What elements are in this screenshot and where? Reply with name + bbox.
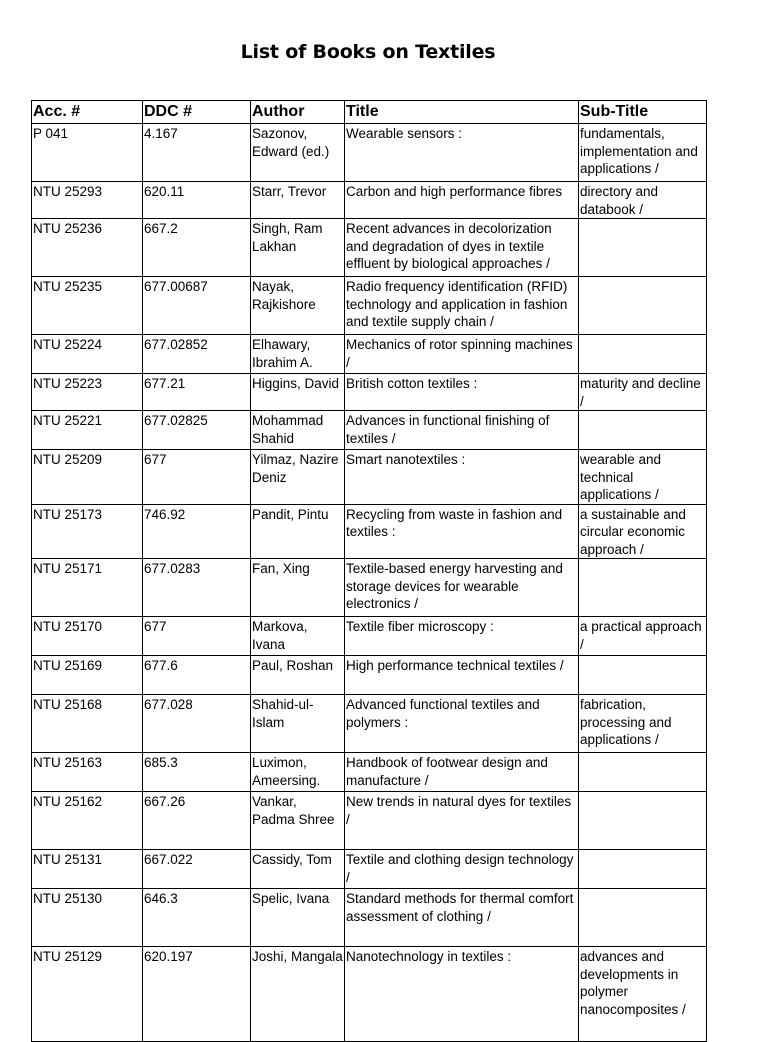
cell-ddc-text: 646.3 xyxy=(144,891,178,906)
header-subtitle: Sub-Title xyxy=(579,101,707,124)
cell-author xyxy=(251,850,345,889)
cell-acc xyxy=(32,374,143,411)
cell-acc-text: NTU 25293 xyxy=(33,184,103,199)
cell-ddc xyxy=(143,219,251,277)
cell-subtitle xyxy=(579,559,707,617)
cell-title xyxy=(345,124,579,182)
cell-author xyxy=(251,695,345,753)
cell-author xyxy=(251,374,345,411)
cell-title-text: High performance technical textiles / xyxy=(346,658,564,673)
cell-title-text: Smart nanotextiles : xyxy=(346,452,466,467)
table-row xyxy=(32,617,707,656)
cell-title-text: Handbook of footwear design and manufacture / xyxy=(346,755,548,788)
table-row xyxy=(32,947,707,1042)
cell-subtitle-text: directory and databook / xyxy=(580,184,659,217)
cell-author-text: Nayak, Rajkishore xyxy=(252,279,316,312)
cell-ddc xyxy=(143,656,251,695)
cell-acc xyxy=(32,792,143,850)
cell-ddc-text: 677.028 xyxy=(144,697,193,712)
cell-author xyxy=(251,792,345,850)
table-row xyxy=(32,656,707,695)
cell-ddc-text: 677.21 xyxy=(144,376,186,391)
cell-subtitle xyxy=(579,504,707,559)
cell-ddc xyxy=(143,753,251,792)
cell-acc xyxy=(32,889,143,947)
cell-title-text: British cotton textiles : xyxy=(346,376,478,391)
cell-subtitle-text: maturity and decline / xyxy=(580,376,701,409)
cell-subtitle xyxy=(579,695,707,753)
cell-subtitle xyxy=(579,617,707,656)
cell-author xyxy=(251,450,345,505)
cell-ddc-text: 677.6 xyxy=(144,658,178,673)
cell-author-text: Cassidy, Tom xyxy=(252,852,332,867)
cell-title xyxy=(345,335,579,374)
cell-subtitle-text: a sustainable and circular economic approach / xyxy=(580,506,686,557)
cell-ddc-text: 677.00687 xyxy=(144,279,208,294)
cell-title xyxy=(345,504,579,559)
cell-subtitle xyxy=(579,335,707,374)
cell-acc xyxy=(32,504,143,559)
cell-ddc xyxy=(143,450,251,505)
cell-acc xyxy=(32,559,143,617)
cell-author xyxy=(251,617,345,656)
cell-acc xyxy=(32,335,143,374)
table-body xyxy=(32,124,707,1042)
cell-ddc-text: 677.02852 xyxy=(144,337,208,352)
cell-subtitle xyxy=(579,219,707,277)
cell-acc xyxy=(32,753,143,792)
cell-ddc xyxy=(143,850,251,889)
table-row xyxy=(32,124,707,182)
cell-acc-text: NTU 25173 xyxy=(33,506,103,522)
cell-author-text: Luximon, Ameersing. xyxy=(252,755,321,788)
table-row xyxy=(32,753,707,792)
cell-subtitle-text: wearable and technical applications / xyxy=(580,452,662,502)
cell-subtitle xyxy=(579,656,707,695)
cell-subtitle-text: fundamentals, implementation and applications / xyxy=(580,126,698,176)
table-row xyxy=(32,182,707,219)
cell-acc xyxy=(32,277,143,335)
table-row xyxy=(32,374,707,411)
cell-acc xyxy=(32,124,143,182)
cell-subtitle xyxy=(579,792,707,850)
cell-subtitle-text: advances and developments in polymer nanocomposites / xyxy=(580,949,686,1017)
cell-acc-text: NTU 25235 xyxy=(33,279,103,294)
cell-subtitle xyxy=(579,450,707,505)
cell-subtitle xyxy=(579,182,707,219)
cell-ddc-text: 677 xyxy=(144,619,167,634)
cell-acc xyxy=(32,695,143,753)
cell-ddc xyxy=(143,374,251,411)
cell-acc-text: NTU 25236 xyxy=(33,221,103,236)
cell-ddc xyxy=(143,792,251,850)
cell-subtitle-text: fabrication, processing and applications / xyxy=(580,697,672,747)
cell-ddc xyxy=(143,617,251,656)
cell-ddc xyxy=(143,411,251,450)
cell-author-text: Shahid-ul-Islam xyxy=(252,697,314,730)
cell-author xyxy=(251,124,345,182)
cell-acc-text: NTU 25162 xyxy=(33,794,103,809)
cell-subtitle xyxy=(579,124,707,182)
cell-acc-text: NTU 25209 xyxy=(33,452,103,467)
table-row xyxy=(32,277,707,335)
cell-title-text: New trends in natural dyes for textiles / xyxy=(346,794,572,827)
cell-ddc xyxy=(143,947,251,1042)
cell-author xyxy=(251,277,345,335)
cell-author xyxy=(251,335,345,374)
cell-ddc-text: 620.197 xyxy=(144,949,193,964)
cell-subtitle-text: a practical approach / xyxy=(580,619,702,652)
cell-title xyxy=(345,450,579,505)
cell-title-text: Standard methods for thermal comfort assessment of clothing / xyxy=(346,891,574,924)
cell-title xyxy=(345,695,579,753)
cell-title-text: Textile-based energy harvesting and storage devices for wearable electronics / xyxy=(346,561,563,611)
cell-author-text: Pandit, Pintu xyxy=(252,506,329,522)
cell-author-text: Vankar, Padma Shree xyxy=(252,794,335,827)
cell-acc-text: NTU 25168 xyxy=(33,697,103,712)
cell-title xyxy=(345,219,579,277)
cell-ddc-text: 667.022 xyxy=(144,852,193,867)
cell-ddc-text: 667.2 xyxy=(144,221,178,236)
books-table xyxy=(31,100,707,1042)
cell-author-text: Starr, Trevor xyxy=(252,184,327,199)
cell-acc-text: NTU 25223 xyxy=(33,376,103,391)
cell-subtitle xyxy=(579,947,707,1042)
cell-acc xyxy=(32,947,143,1042)
cell-author-text: Yilmaz, Nazire Deniz xyxy=(252,452,339,485)
cell-title xyxy=(345,792,579,850)
table-row xyxy=(32,504,707,559)
page-title: List of Books on Textiles xyxy=(240,41,496,63)
cell-title xyxy=(345,182,579,219)
cell-acc-text: NTU 25170 xyxy=(33,619,103,634)
header-title: Title xyxy=(345,101,579,124)
cell-title xyxy=(345,617,579,656)
cell-title xyxy=(345,277,579,335)
table-row xyxy=(32,411,707,450)
cell-author-text: Markova, Ivana xyxy=(252,619,308,652)
cell-ddc-text: 685.3 xyxy=(144,755,178,770)
cell-subtitle xyxy=(579,374,707,411)
cell-acc-text: NTU 25131 xyxy=(33,852,103,867)
cell-author-text: Mohammad Shahid xyxy=(252,413,324,446)
cell-ddc-text: 746.92 xyxy=(144,506,186,522)
cell-ddc-text: 677.02825 xyxy=(144,413,208,428)
cell-title-text: Carbon and high performance fibres xyxy=(346,184,563,199)
cell-title xyxy=(345,889,579,947)
cell-author xyxy=(251,889,345,947)
cell-author xyxy=(251,182,345,219)
cell-acc xyxy=(32,850,143,889)
cell-author xyxy=(251,656,345,695)
header-row xyxy=(32,101,707,124)
cell-title-text: Radio frequency identification (RFID) technology and application in fashion and textile supply chain / xyxy=(346,279,568,329)
cell-subtitle xyxy=(579,753,707,792)
cell-acc-text: NTU 25221 xyxy=(33,413,103,428)
cell-title xyxy=(345,374,579,411)
cell-subtitle xyxy=(579,889,707,947)
table-row xyxy=(32,850,707,889)
header-author: Author xyxy=(251,101,345,124)
cell-acc xyxy=(32,182,143,219)
cell-title-text: Recent advances in decolorization and degradation of dyes in textile effluent by biological approaches / xyxy=(346,221,552,271)
cell-ddc-text: 620.11 xyxy=(144,184,185,199)
cell-ddc-text: 4.167 xyxy=(144,126,178,141)
cell-acc-text: P 041 xyxy=(33,126,69,141)
cell-author-text: Sazonov, Edward (ed.) xyxy=(252,126,330,159)
cell-title-text: Wearable sensors : xyxy=(346,126,463,141)
cell-acc xyxy=(32,617,143,656)
cell-ddc xyxy=(143,559,251,617)
cell-author-text: Singh, Ram Lakhan xyxy=(252,221,323,254)
cell-author-text: Paul, Roshan xyxy=(252,658,334,673)
cell-title xyxy=(345,559,579,617)
cell-ddc xyxy=(143,335,251,374)
cell-ddc xyxy=(143,695,251,753)
table-row xyxy=(32,559,707,617)
cell-acc-text: NTU 25129 xyxy=(33,949,103,964)
table-row xyxy=(32,450,707,505)
cell-author xyxy=(251,411,345,450)
cell-acc-text: NTU 25171 xyxy=(33,561,103,576)
cell-author xyxy=(251,947,345,1042)
cell-acc xyxy=(32,411,143,450)
cell-author xyxy=(251,219,345,277)
cell-ddc xyxy=(143,124,251,182)
cell-title xyxy=(345,850,579,889)
cell-title xyxy=(345,411,579,450)
cell-author xyxy=(251,504,345,559)
cell-acc-text: NTU 25224 xyxy=(33,337,103,352)
cell-title xyxy=(345,753,579,792)
cell-author-text: Elhawary, Ibrahim A. xyxy=(252,337,313,370)
cell-title-text: Textile fiber microscopy : xyxy=(346,619,494,634)
header-acc: Acc. # xyxy=(32,101,143,124)
cell-ddc xyxy=(143,504,251,559)
table-row xyxy=(32,889,707,947)
cell-title-text: Advanced functional textiles and polymers : xyxy=(346,697,540,730)
cell-acc xyxy=(32,450,143,505)
cell-title-text: Mechanics of rotor spinning machines / xyxy=(346,337,573,370)
cell-ddc-text: 667.26 xyxy=(144,794,186,809)
table-row xyxy=(32,792,707,850)
table-row xyxy=(32,335,707,374)
cell-ddc-text: 677 xyxy=(144,452,167,467)
header-ddc: DDC # xyxy=(143,101,251,124)
cell-author-text: Spelic, Ivana xyxy=(252,891,330,906)
table-row xyxy=(32,695,707,753)
cell-author xyxy=(251,559,345,617)
cell-subtitle xyxy=(579,411,707,450)
cell-author-text: Joshi, Mangala xyxy=(252,949,343,964)
cell-author-text: Higgins, David xyxy=(252,376,340,391)
cell-subtitle xyxy=(579,850,707,889)
cell-title xyxy=(345,947,579,1042)
cell-title-text: Advances in functional finishing of textiles / xyxy=(346,413,550,446)
cell-acc-text: NTU 25130 xyxy=(33,891,103,906)
cell-subtitle xyxy=(579,277,707,335)
cell-title-text: Recycling from waste in fashion and textiles : xyxy=(346,506,563,539)
cell-title-text: Nanotechnology in textiles : xyxy=(346,949,512,964)
cell-ddc xyxy=(143,277,251,335)
cell-ddc xyxy=(143,889,251,947)
cell-acc-text: NTU 25169 xyxy=(33,658,103,673)
cell-ddc-text: 677.0283 xyxy=(144,561,201,576)
cell-title-text: Textile and clothing design technology / xyxy=(346,852,574,885)
cell-title xyxy=(345,656,579,695)
table-row xyxy=(32,219,707,277)
cell-acc-text: NTU 25163 xyxy=(33,755,103,770)
cell-ddc xyxy=(143,182,251,219)
cell-author-text: Fan, Xing xyxy=(252,561,310,576)
cell-acc xyxy=(32,656,143,695)
cell-acc xyxy=(32,219,143,277)
cell-author xyxy=(251,753,345,792)
